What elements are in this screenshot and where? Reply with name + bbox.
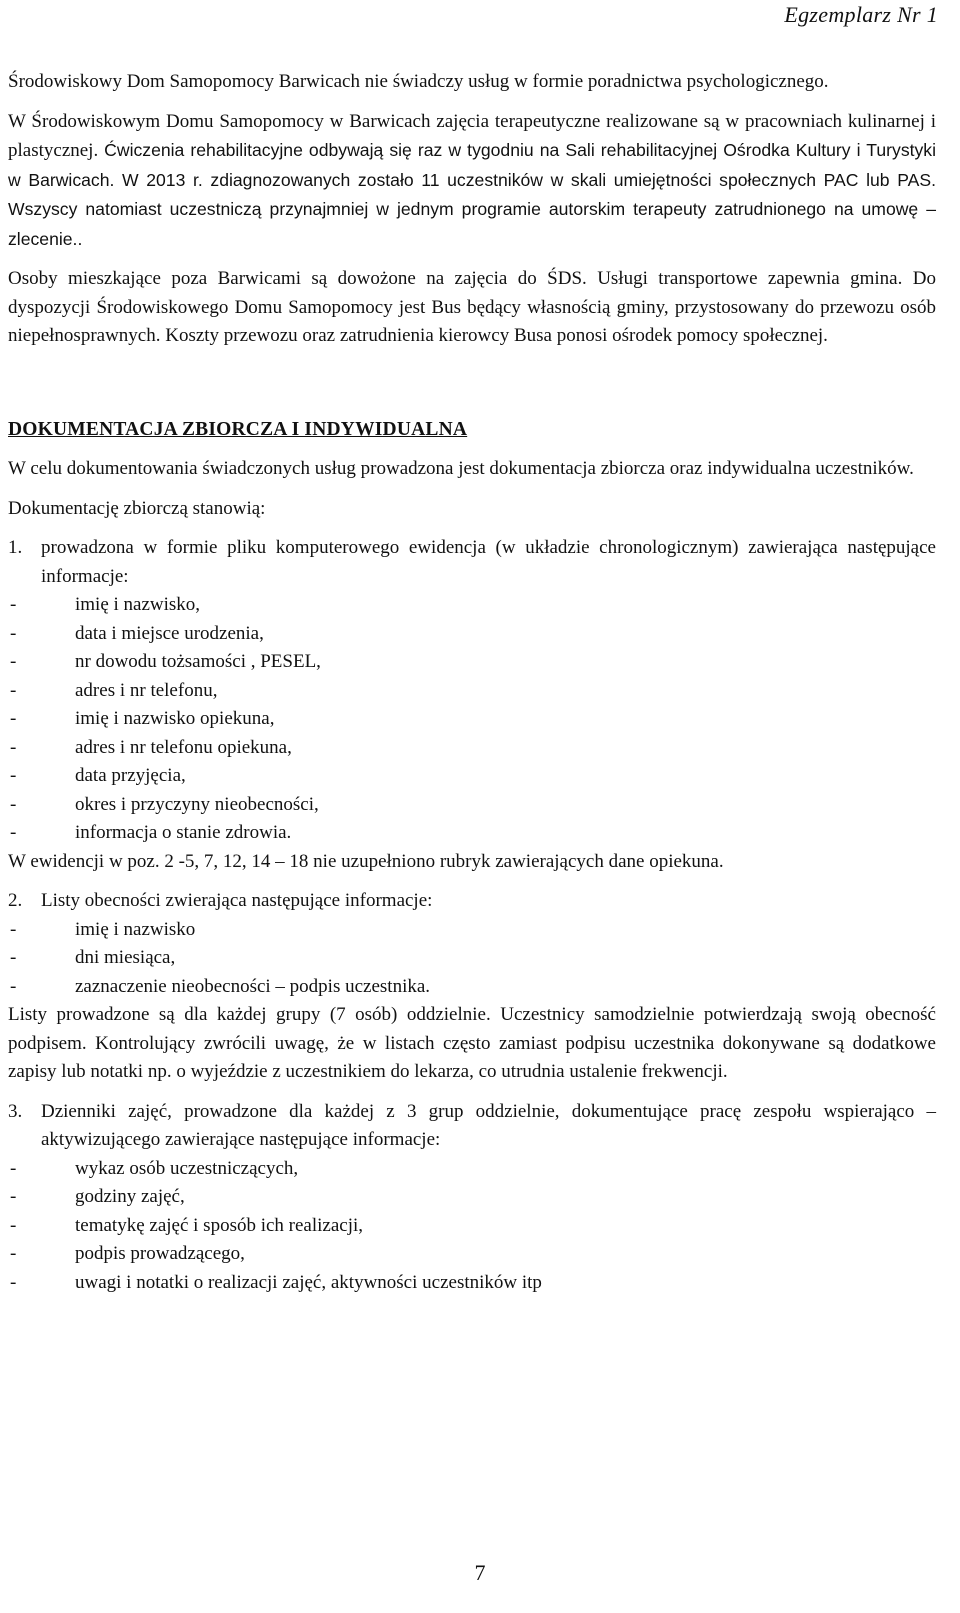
page-number: 7 — [474, 1560, 486, 1585]
bullet-text: imię i nazwisko, — [75, 594, 201, 615]
dash-marker: - — [10, 1243, 17, 1264]
bullet-text: dni miesiąca, — [75, 947, 176, 968]
list-item — [8, 1212, 936, 1241]
list-item — [8, 973, 936, 1002]
bullet-text: informacja o stanie zdrowia. — [75, 822, 292, 843]
bullet-text: imię i nazwisko opiekuna, — [75, 708, 275, 729]
list-item — [8, 677, 936, 706]
bullet-text: okres i przyczyny nieobecności, — [75, 793, 319, 815]
bullet-text: adres i nr telefonu opiekuna, — [75, 736, 292, 758]
list-item — [8, 734, 936, 763]
dash-marker: - — [10, 1186, 17, 1207]
paragraph-transport: Osoby mieszkające poza Barwicami są dowożone na zajęcia do ŚDS. Usługi transportowe zapewnia gmina. Do dyspozycji Środowiskowego Domu Samopomocy jest Bus będący własnością gminy, przystosowany do przewozu osób niepełnosprawnych. Koszty przewozu oraz zatrudnienia kierowcy Busa ponosi ośrodek pomocy społecznej. — [8, 268, 936, 346]
list-item-1 — [8, 534, 936, 591]
bullet-text: adres i nr telefonu, — [75, 679, 218, 701]
item-2-bullets — [8, 916, 936, 1002]
item-text: Listy obecności zwierająca następujące informacje: — [41, 890, 433, 911]
bullet-text: nr dowodu tożsamości , PESEL, — [75, 651, 321, 672]
dash-marker: - — [10, 765, 17, 786]
list-item — [8, 648, 936, 677]
section-heading: DOKUMENTACJA ZBIORCZA I INDYWIDUALNA — [8, 418, 468, 440]
list-item — [8, 1269, 936, 1298]
dash-marker: - — [10, 1271, 17, 1293]
list-item — [8, 762, 936, 791]
list-item-2 — [8, 887, 936, 916]
list-item — [8, 705, 936, 734]
dash-marker: - — [10, 679, 17, 701]
dash-marker: - — [10, 975, 17, 997]
bullet-text: zaznaczenie nieobecności – podpis uczestnika. — [75, 975, 431, 997]
dash-marker: - — [10, 947, 17, 968]
bullet-text: uwagi i notatki o realizacji zajęć, aktywności uczestników itp — [75, 1271, 542, 1293]
paragraph-therapy-serif: W Środowiskowym Domu Samopomocy w Barwicach zajęcia terapeutyczne realizowane są w pracowniach kulinarnej i plastycznej. — [8, 110, 936, 161]
bullet-text: data przyjęcia, — [75, 765, 186, 786]
list-item — [8, 591, 936, 620]
dash-marker: - — [10, 736, 17, 758]
item-3-bullets — [8, 1155, 936, 1298]
paragraph-therapy — [8, 108, 936, 255]
bullet-text: data i miejsce urodzenia, — [75, 622, 264, 644]
list-item — [8, 819, 936, 848]
list-item — [8, 1183, 936, 1212]
bullet-text: godziny zajęć, — [75, 1186, 185, 1207]
dash-marker: - — [10, 1157, 17, 1179]
paragraph-therapy-sans: Ćwiczenia rehabilitacyjne odbywają się raz w tygodniu na Sali rehabilitacyjnej Ośrodka Kultury i Turystyki w Barwicach. W 2013 r. zdiagnozowanych zostało 11 uczestników w skali umiejętności społecznych PAC lub PAS. Wszyscy natomiast uczestniczą przynajmniej w jednym programie autorskim terapeuty zatrudnionego na umowę – zlecenie.. — [8, 140, 937, 249]
list-item — [8, 1155, 936, 1184]
list-item — [8, 916, 936, 945]
dash-marker: - — [10, 594, 17, 615]
dash-marker: - — [10, 622, 17, 644]
bullet-text: wykaz osób uczestniczących, — [75, 1157, 299, 1179]
dash-marker: - — [10, 793, 17, 815]
item-number: 2. — [8, 890, 23, 911]
copy-number-header: Egzemplarz Nr 1 — [784, 2, 938, 27]
item-text: Dzienniki zajęć, prowadzone dla każdej z 3 grup oddzielnie, dokumentujące pracę zespołu wspierająco – aktywizującego zawierające następujące informacje: — [41, 1100, 936, 1150]
dash-marker: - — [10, 822, 17, 843]
bullet-text: imię i nazwisko — [75, 918, 196, 940]
list-item-3 — [8, 1098, 936, 1155]
item-number: 3. — [8, 1100, 23, 1122]
paragraph-counseling: Środowiskowy Dom Samopomocy Barwicach nie świadczy usług w formie poradnictwa psychologicznego. — [8, 71, 829, 92]
dash-marker: - — [10, 918, 17, 940]
item-2-note: Listy prowadzone są dla każdej grupy (7 osób) oddzielnie. Uczestnicy samodzielnie potwierdzają swoją obecność podpisem. Kontrolujący zwrócili uwagę, że w listach często zamiast podpisu uczestnika dokonywane są dodatkowe zapisy lub notatki np. o wyjeździe z uczestnikiem do lekarza, co utrudnia ustalenie frekwencji. — [8, 1004, 936, 1082]
list-item — [8, 944, 936, 973]
section-subhead: Dokumentację zbiorczą stanowią: — [8, 497, 266, 519]
document-body — [8, 68, 936, 1297]
list-item — [8, 791, 936, 820]
bullet-text: tematykę zajęć i sposób ich realizacji, — [75, 1214, 364, 1236]
item-1-note: W ewidencji w poz. 2 -5, 7, 12, 14 – 18 nie uzupełniono rubryk zawierających dane opiekuna. — [8, 850, 724, 872]
dash-marker: - — [10, 651, 17, 672]
bullet-text: podpis prowadzącego, — [75, 1243, 245, 1264]
item-1-bullets — [8, 591, 936, 848]
dash-marker: - — [10, 1214, 17, 1236]
list-item — [8, 1240, 936, 1269]
item-number: 1. — [8, 537, 23, 558]
item-text: prowadzona w formie pliku komputerowego ewidencja (w układzie chronologicznym) zawierająca następujące informacje: — [41, 537, 936, 587]
section-intro: W celu dokumentowania świadczonych usług prowadzona jest dokumentacja zbiorcza oraz indywidualna uczestników. — [8, 458, 914, 479]
dash-marker: - — [10, 708, 17, 729]
list-item — [8, 620, 936, 649]
